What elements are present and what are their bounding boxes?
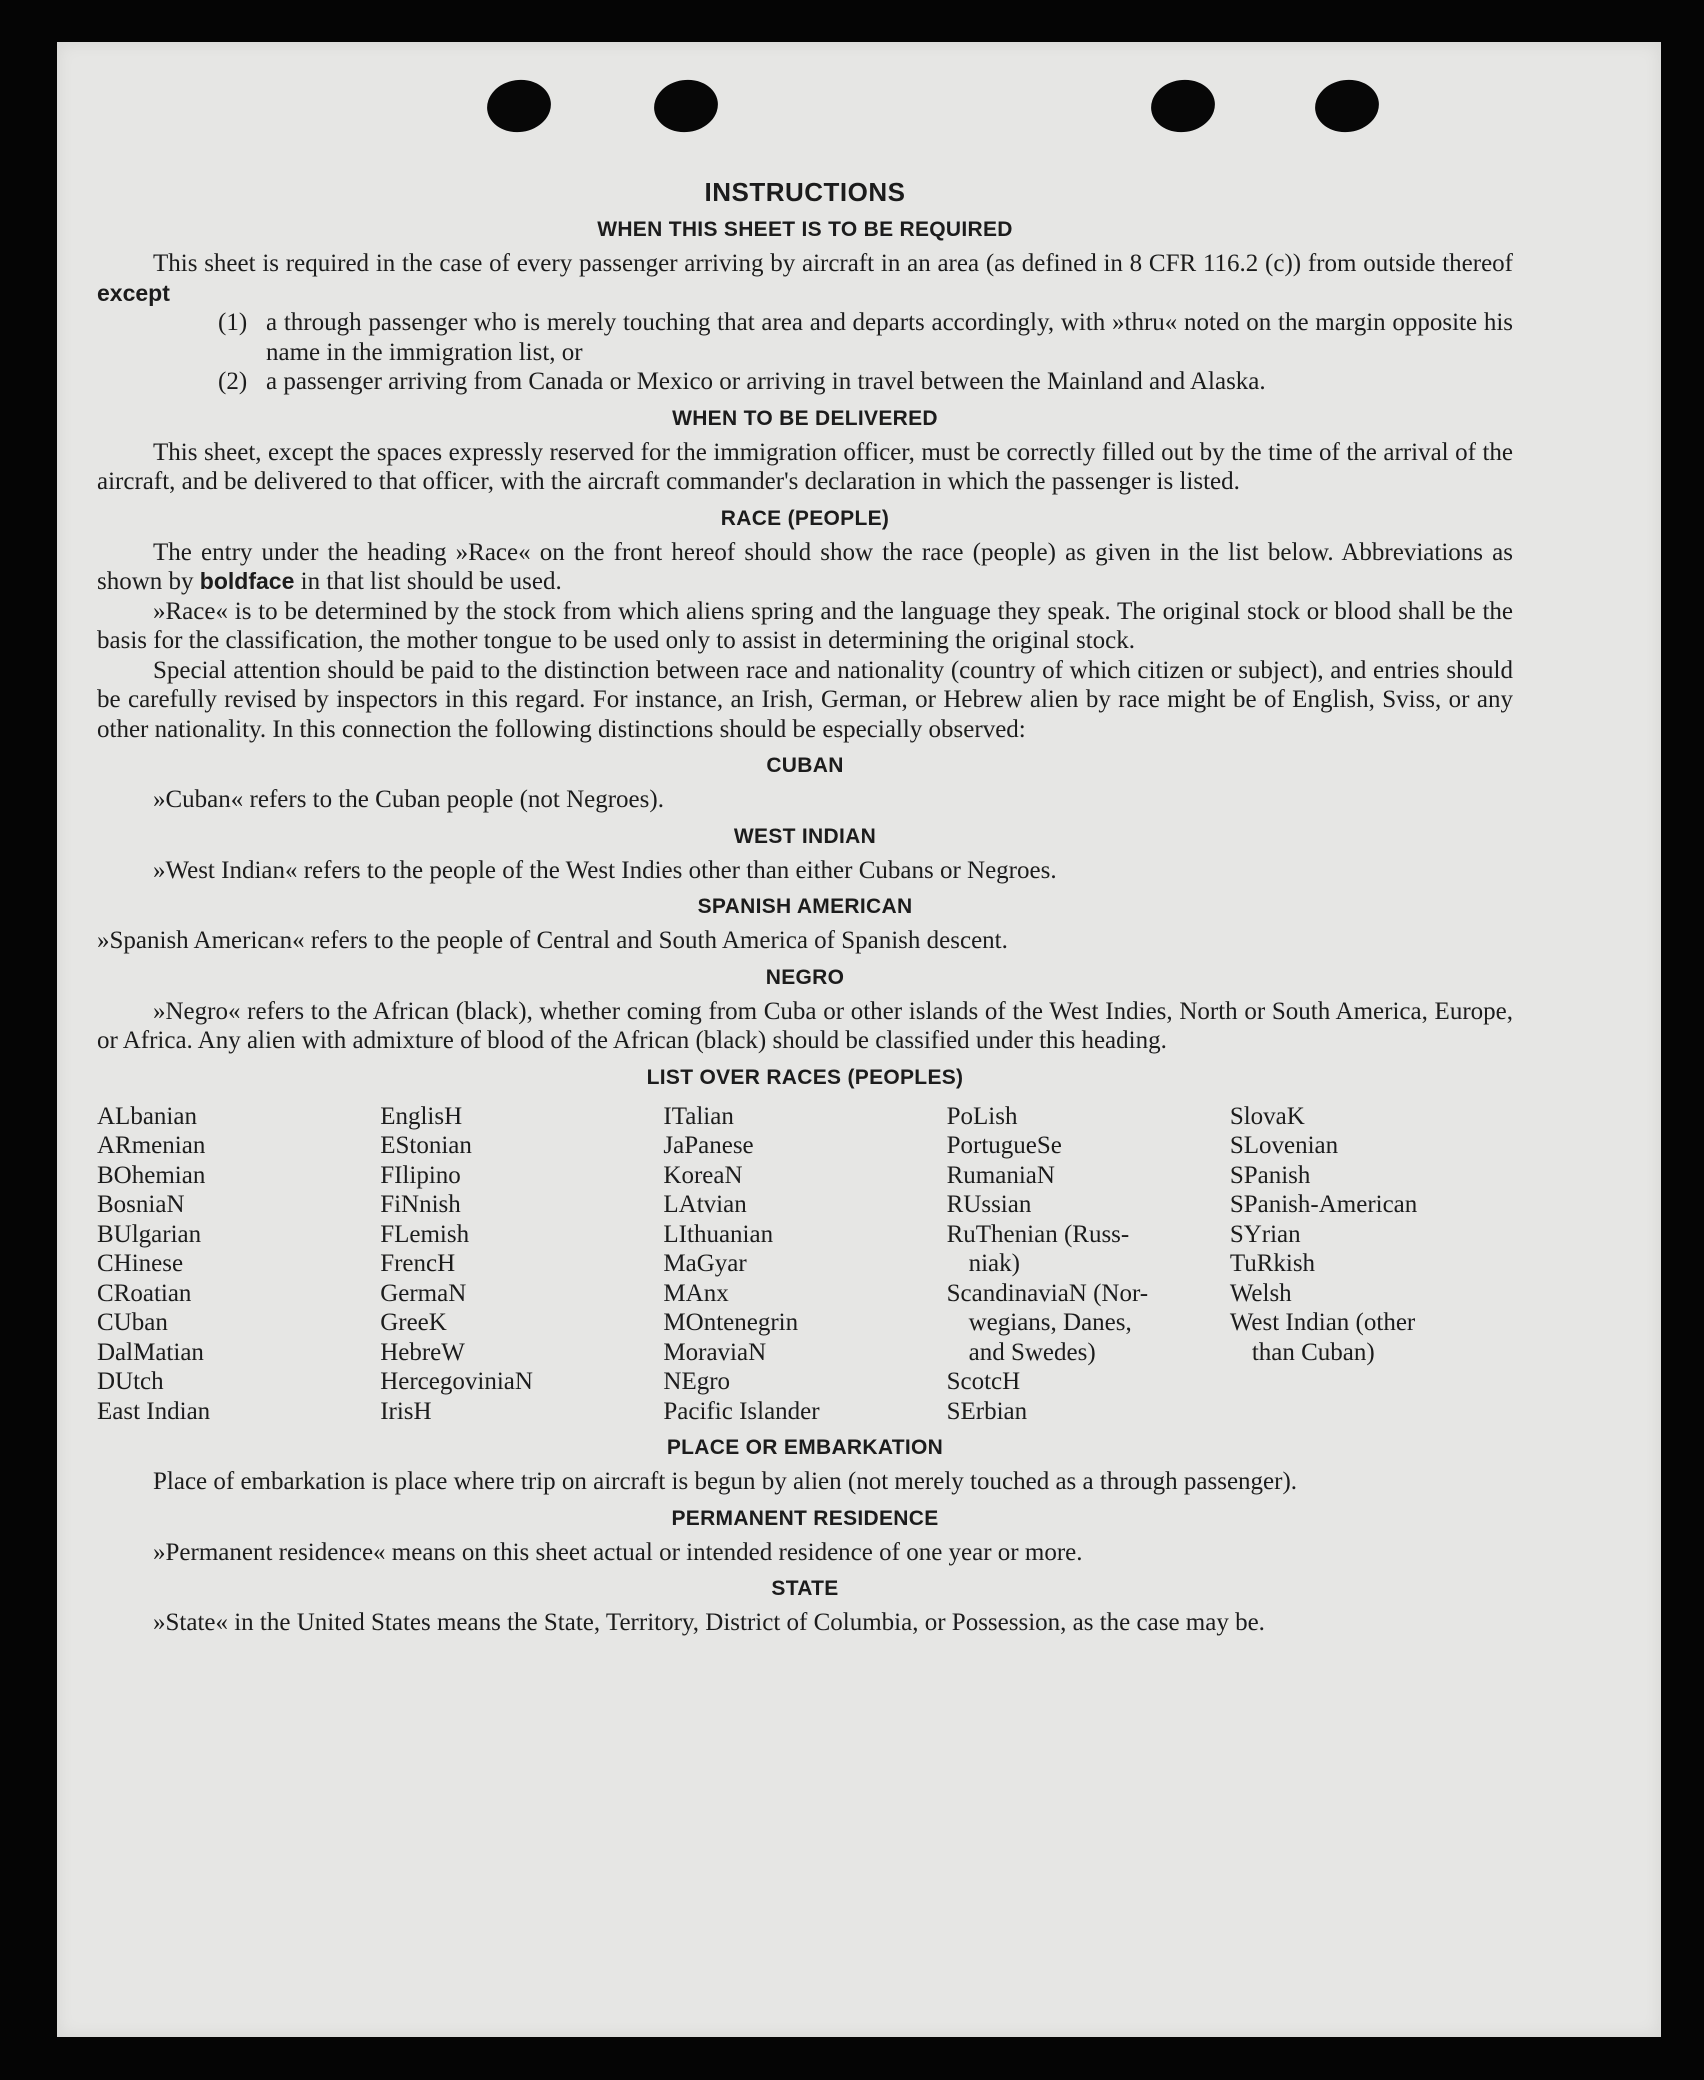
list-item: IrisH <box>380 1397 432 1425</box>
list-item: MAnx <box>663 1279 729 1307</box>
section-heading-cuban: CUBAN <box>766 754 844 777</box>
race-list-column-5 <box>1230 1102 1513 1427</box>
required-paragraph: This sheet is required in the case of every passenger arriving by aircraft in an area (as defined in 8 CFR 116.2 (c)) from outside thereof except <box>97 250 1513 306</box>
list-item: ScandinaviaN (Nor- <box>946 1279 1149 1307</box>
list-item: FLemish <box>380 1220 470 1248</box>
page-title: INSTRUCTIONS <box>704 177 906 207</box>
race-paragraph-1: The entry under the heading »Race« on the front hereof should show the race (people) as given in the list below. Abbreviations as shown by boldface in that list should be used. <box>97 538 1513 595</box>
race-list-column-3 <box>663 1102 946 1427</box>
list-item: and Swedes) <box>968 1338 1096 1366</box>
race-paragraph-2: »Race« is to be determined by the stock from which aliens spring and the language they speak. The original stock or blood shall be the basis for the classification, the mother tongue to be used only to assist in determining the original stock. <box>97 597 1513 654</box>
list-item: Welsh <box>1229 1279 1292 1307</box>
spanish-american-paragraph: »Spanish American« refers to the people of Central and South America of Spanish descent. <box>97 927 1008 954</box>
document-page <box>57 42 1661 2037</box>
list-item: MaGyar <box>663 1250 747 1277</box>
binder-hole-2 <box>651 76 722 136</box>
section-heading-negro: NEGRO <box>765 965 845 989</box>
list-item: LIthuanian <box>663 1220 774 1248</box>
binder-hole-1 <box>484 76 555 136</box>
list-item: PortugueSe <box>946 1132 1062 1159</box>
list-item: GermaN <box>380 1279 467 1307</box>
race-list-column-4 <box>947 1102 1230 1427</box>
list-item: LAtvian <box>663 1191 747 1218</box>
list-item: BosniaN <box>97 1191 185 1218</box>
list-item: wegians, Danes, <box>968 1309 1132 1336</box>
list-item: PoLish <box>946 1102 1018 1130</box>
list-item: FiNnish <box>380 1191 461 1218</box>
list-item: SPanish <box>1229 1161 1311 1189</box>
list-item: ALbanian <box>97 1102 197 1130</box>
list-item: SlovaK <box>1229 1102 1305 1130</box>
race-paragraph-3: Special attention should be paid to the distinction between race and nationality (country of which citizen or subject), and entries should be carefully revised by inspectors in this regard. For instance, an Irish, German, or Hebrew alien by race might be of English, Sviss, or any other nationality. In this connection the following distinctions should be especially observed: <box>97 656 1513 743</box>
exception-item-1: (1) a through passenger who is merely touching that area and departs accordingly, with »thru« noted on the margin opposite his name in the immigration list, or <box>218 309 1513 366</box>
list-item: HebreW <box>380 1338 465 1366</box>
section-heading-delivered: WHEN TO BE DELIVERED <box>672 406 938 430</box>
instructions-content <box>97 177 1513 1638</box>
section-heading-residence: PERMANENT RESIDENCE <box>671 1506 939 1530</box>
binder-hole-4 <box>1312 76 1383 136</box>
list-item: DalMatian <box>97 1338 204 1366</box>
section-heading-race: RACE (PEOPLE) <box>720 506 890 530</box>
embarkation-paragraph: Place of embarkation is place where trip on aircraft is begun by alien (not merely touched as a through passenger). <box>153 1468 1298 1495</box>
section-heading-west-indian: WEST INDIAN <box>733 824 877 848</box>
list-item: than Cuban) <box>1251 1338 1375 1366</box>
residence-paragraph: »Permanent residence« means on this sheet actual or intended residence of one year or more. <box>153 1538 1083 1566</box>
delivered-paragraph: This sheet, except the spaces expressly reserved for the immigration officer, must be correctly filled out by the time of the arrival of the aircraft, and be delivered to that officer, with the aircraft commander's declaration in which the passenger is listed. <box>97 438 1513 495</box>
list-item: FIlipino <box>380 1161 461 1189</box>
list-item: Pacific Islander <box>663 1397 820 1425</box>
list-item: CHinese <box>97 1250 184 1277</box>
list-item: FrencH <box>380 1250 456 1277</box>
list-item: KoreaN <box>663 1161 743 1189</box>
list-item: NEgro <box>663 1368 731 1395</box>
race-list-column-1 <box>97 1102 380 1427</box>
list-item: niak) <box>968 1250 1020 1277</box>
race-list <box>97 1102 1513 1427</box>
state-paragraph: »State« in the United States means the State, Territory, District of Columbia, or Possession, as the case may be. <box>153 1609 1265 1636</box>
list-item: BOhemian <box>97 1161 206 1189</box>
list-item: HercegoviniaN <box>380 1368 533 1395</box>
list-item: BUlgarian <box>97 1220 202 1248</box>
section-heading-required: WHEN THIS SHEET IS TO BE REQUIRED <box>597 218 1013 241</box>
list-item: ScotcH <box>946 1368 1021 1395</box>
list-item: East Indian <box>97 1397 211 1425</box>
west-indian-paragraph: »West Indian« refers to the people of the West Indies other than either Cubans or Negroes. <box>153 856 1057 884</box>
list-item: DUtch <box>97 1368 164 1395</box>
section-heading-embarkation: PLACE OR EMBARKATION <box>666 1436 944 1459</box>
section-heading-race-list: LIST OVER RACES (PEOPLES) <box>646 1065 964 1089</box>
list-item: GreeK <box>380 1309 447 1336</box>
list-item: SYrian <box>1229 1220 1301 1248</box>
section-heading-spanish-american: SPANISH AMERICAN <box>697 895 913 918</box>
list-item: RuThenian (Russ- <box>946 1220 1130 1248</box>
list-item: SPanish-American <box>1229 1191 1418 1218</box>
list-item: ITalian <box>663 1102 734 1130</box>
list-item: TuRkish <box>1229 1250 1316 1277</box>
list-item: RumaniaN <box>946 1161 1055 1189</box>
race-list-column-2 <box>380 1102 663 1427</box>
list-item: West Indian (other <box>1229 1309 1416 1336</box>
section-heading-state: STATE <box>771 1577 839 1600</box>
list-item: RUssian <box>946 1191 1032 1218</box>
list-item: JaPanese <box>663 1132 754 1159</box>
cuban-paragraph: »Cuban« refers to the Cuban people (not Negroes). <box>153 786 664 813</box>
exception-item-2: (2) a passenger arriving from Canada or Mexico or arriving in travel between the Mainland and Alaska. <box>218 368 1266 395</box>
list-item: SErbian <box>946 1397 1028 1425</box>
list-item: CUban <box>97 1309 168 1336</box>
list-item: MOntenegrin <box>663 1309 799 1336</box>
list-item: EStonian <box>380 1132 472 1159</box>
list-item: CRoatian <box>97 1279 192 1307</box>
binder-hole-3 <box>1148 76 1219 136</box>
list-item: EnglisH <box>380 1102 463 1130</box>
list-item: MoraviaN <box>663 1338 767 1366</box>
list-item: ARmenian <box>97 1132 206 1159</box>
list-item: SLovenian <box>1229 1132 1339 1159</box>
negro-paragraph: »Negro« refers to the African (black), whether coming from Cuba or other islands of the West Indies, North or South America, Europe, or Africa. Any alien with admixture of blood of the African (black) should be classified under this heading. <box>97 997 1513 1054</box>
